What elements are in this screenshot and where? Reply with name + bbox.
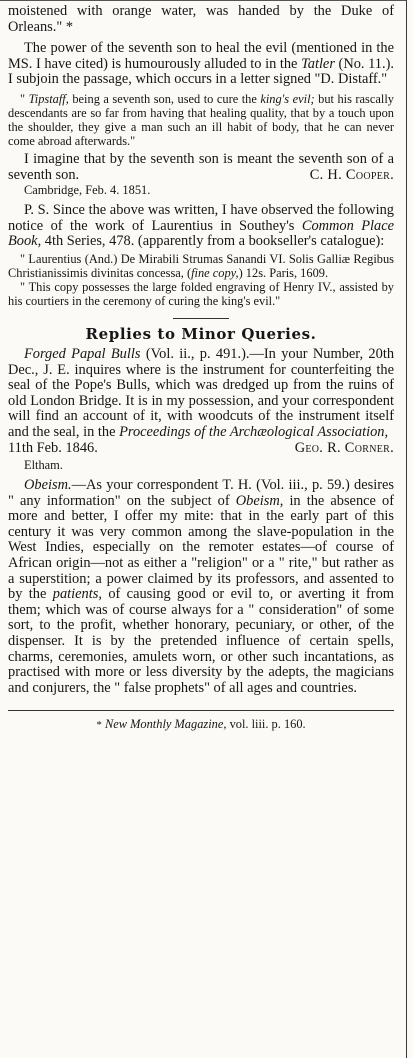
copy-note-text: " This copy possesses the large folded engraving of Henry IV., assisted by his courtiers in the ceremony of curing the king's evil." [8, 279, 394, 308]
footnote [8, 717, 394, 732]
quote-open: " [20, 91, 26, 106]
forged-bulls-title: Forged Papal Bulls [24, 345, 141, 362]
imagine-paragraph [8, 152, 394, 183]
ps-text-1: P. S. Since the above was written, I have observed the following notice of the work of Laurentius in Southey's [8, 202, 394, 234]
section-rule [173, 318, 229, 319]
eltham-place [8, 458, 394, 472]
ps-text-2: 4th Series, 478. (apparently from a bookseller's catalogue): [44, 233, 385, 250]
forged-bulls-text: (Vol. ii., p. 491.).—In your Number, 20th Dec., J. E. inquires where is the instrument for counterfeiting the seal of the Pope's Bulls, which was dredged up from the ruins of old London Bridge. It is in my possession, and your correspondent will find an account of it, with woodcuts of the instrument itself and the seal, in the [8, 345, 395, 440]
opening-paragraph [8, 4, 394, 35]
obeism-title: Obeism. [24, 477, 72, 494]
cooper-signature: C. H. Cooper. [309, 166, 394, 183]
obeism-text-3: of causing good or evil to, or averting it from them; which was of course always for a " consideration" of some sort, to the profit, whether honorary, pecuniary, or other, of the dispenser. It is by the pretended influence of certain spells, charms, ceremonies, amulets worn, or other such incantations, as practised with more or less diversity by the adepts, the magicians and conjurers, the " false prophets" of all ages and countries. [8, 586, 394, 696]
proceedings-title: Proceedings of the Archæological Association, [119, 423, 389, 440]
quote-text-1: being a seventh son, used to cure the [72, 91, 257, 106]
obeism-paragraph [8, 478, 394, 696]
footnote-magazine: New Monthly Magazine, [104, 717, 227, 732]
seventh-son-paragraph [8, 41, 394, 88]
eltham-text: Eltham. [24, 458, 63, 473]
quote-text-2: but his rascally descendants are so far from having that healing quality, that by a touch upon the shoulder, they give a man such an ill habit of body, that he can never come abroad afterwards." [8, 91, 394, 148]
imagine-text: I imagine that by the seventh son is meant the seventh son of a seventh son. [8, 150, 394, 183]
opening-text: moistened with orange water, was handed by the Duke of Orleans." * [8, 3, 394, 35]
laurentius-text-1: " Laurentius (And.) De Mirabili Strumas Sanandi VI. Solis Galliæ Regibus Christianissimis divinitas concessa, ( [8, 251, 394, 280]
footnote-ref: vol. liii. p. 160. [229, 717, 306, 732]
forged-bulls-paragraph [8, 347, 394, 441]
seventh-son-text: The power of the seventh son to heal the evil (mentioned in the MS. I have cited) is humourously alluded to in the [8, 40, 394, 72]
tatler-title: Tatler [301, 55, 335, 72]
laurentius-text-2: ) 12s. Paris, 1609. [238, 265, 329, 280]
footnote-mark: * [96, 719, 102, 732]
forged-date: 11th Feb. 1846. [8, 439, 98, 456]
obeism-text-1: —As your correspondent T. H. (Vol. iii., p. 59.) desires " any information" on the subject of [8, 477, 394, 509]
footnote-rule [8, 710, 394, 711]
postscript-paragraph [8, 203, 394, 250]
section-heading: Replies to Minor Queries. [85, 324, 317, 343]
tatler-quote [8, 92, 394, 148]
seventh-son-text-after: (No. 11.). I subjoin the passage, which occurs in a letter signed "D. Distaff." [8, 55, 394, 88]
cambridge-text: Cambridge, Feb. 4. 1851. [24, 183, 151, 198]
cambridge-dateline [8, 183, 394, 197]
corner-signature: Geo. R. Corner. [294, 439, 394, 456]
column-rule [406, 0, 407, 1058]
obeism-text-2: in the absence of more and better, I offer my mite: that in the early part of this century it was very common among the slave-population in the West Indies, especially on the remoter estates—of course of African origin—not as either a "religion" or a " rite," but rather as a superstition; a power claimed by its professors, and assented to by the [8, 492, 394, 603]
common-place-book-title: Common Place Book, [8, 217, 395, 250]
forged-bulls-dateline [8, 441, 394, 457]
kings-evil-text: king's evil; [260, 91, 315, 106]
tipstaff-name: Tipstaff, [28, 91, 69, 106]
obeism-word: Obeism, [235, 492, 284, 509]
copy-note-quote [8, 280, 394, 308]
patients-word: patients, [52, 586, 102, 603]
fine-copy-text: fine copy, [191, 265, 239, 280]
laurentius-quote [8, 252, 394, 280]
